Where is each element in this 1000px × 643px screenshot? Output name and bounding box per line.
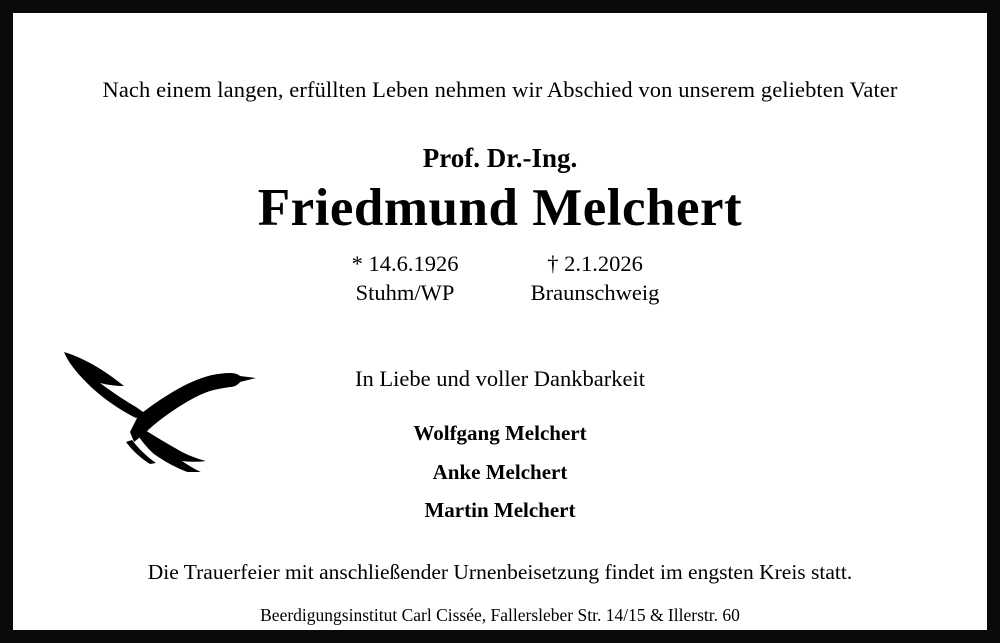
- birth-info: [310, 250, 500, 308]
- deceased-name: Friedmund Melchert: [257, 179, 743, 237]
- academic-title: Prof. Dr.-Ing.: [422, 143, 578, 173]
- birth-date: * 14.6.1926: [351, 251, 459, 277]
- funeral-home-text: Beerdigungsinstitut Carl Cissée, Fallersleber Str. 14/15 & Illerstr. 60: [260, 605, 740, 626]
- flying-stork-icon: [50, 342, 260, 472]
- survivor-name: Anke Melchert: [432, 459, 568, 484]
- death-place: Braunschweig: [530, 279, 660, 305]
- life-dates: [15, 250, 985, 308]
- survivor-name: Wolfgang Melchert: [413, 420, 587, 445]
- birth-place: Stuhm/WP: [355, 279, 455, 305]
- obituary-inner-frame: [13, 13, 987, 630]
- dedication-text: In Liebe und voller Dankbarkeit: [355, 365, 645, 391]
- intro-text: Nach einem langen, erfüllten Leben nehmen wir Abschied von unserem geliebten Vater: [102, 77, 898, 102]
- survivor-name: Martin Melchert: [424, 498, 576, 523]
- death-info: [500, 250, 690, 308]
- death-date: † 2.1.2026: [547, 251, 643, 277]
- ceremony-text: Die Trauerfeier mit anschließender Urnenbeisetzung findet im engsten Kreis statt.: [147, 560, 853, 585]
